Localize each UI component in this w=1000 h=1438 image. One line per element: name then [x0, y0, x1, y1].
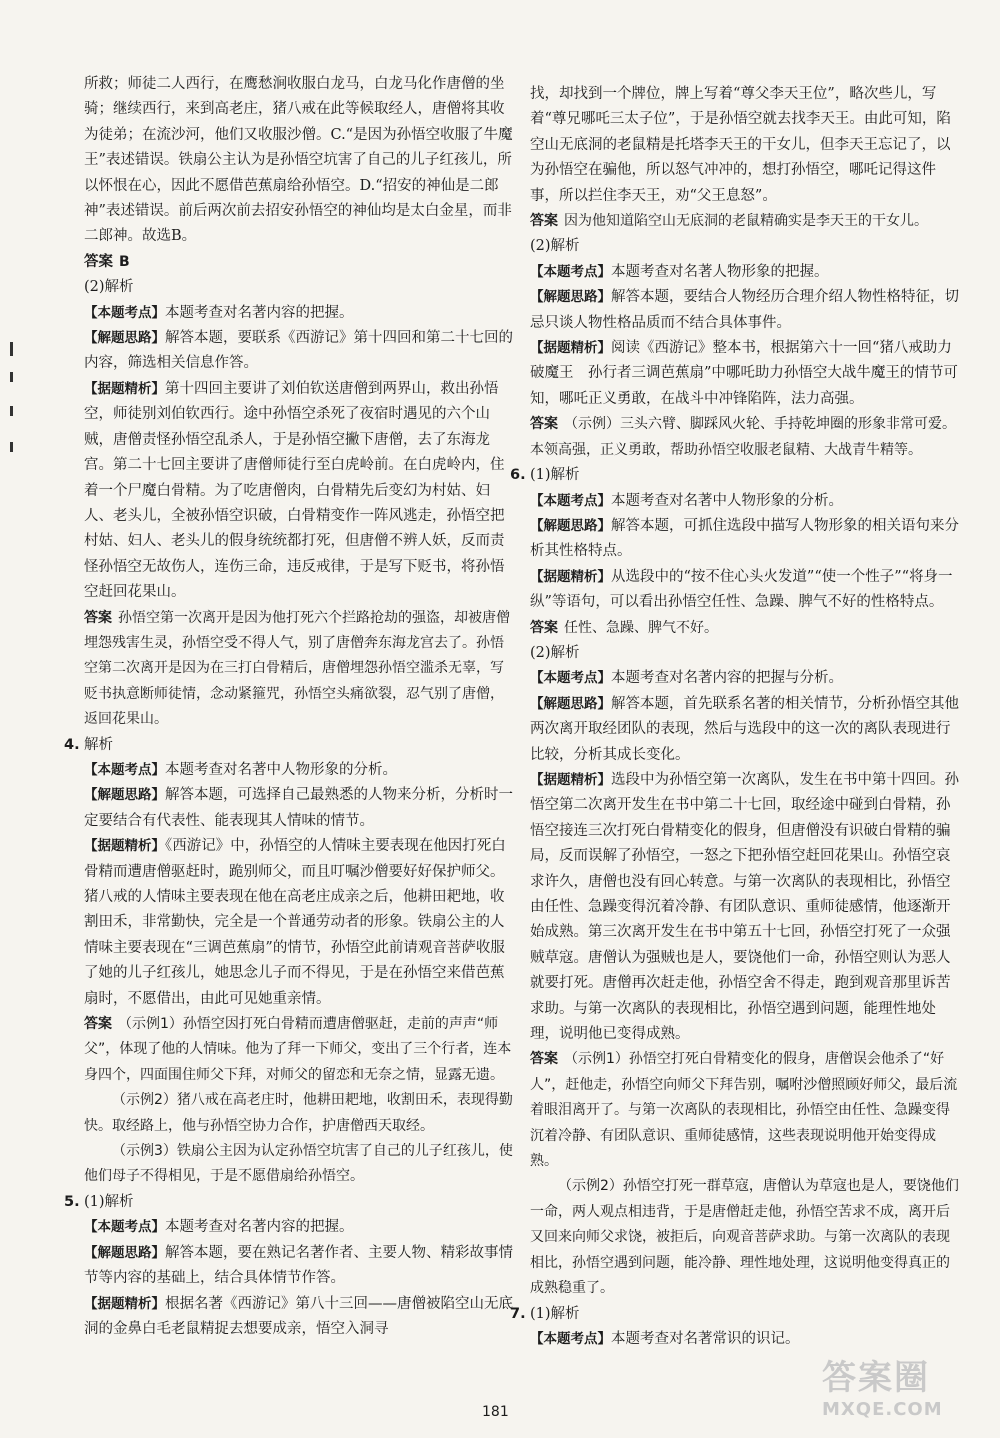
question-number: 4. [64, 736, 80, 753]
silu-line [530, 285, 962, 336]
question-number: 5. [64, 1193, 80, 1210]
answer-line [530, 1047, 962, 1174]
answer-line [84, 606, 514, 733]
kaodian-text: 本题考查对名著人物形象的把握。 [611, 263, 829, 280]
right-intro-paragraph: 找，却找到一个牌位，牌上写着“尊父李天王位”，略次些儿，写着“尊兄哪吒三太子位”，于是孙悟空就去找李天王。由此可知，陷空山无底洞的老鼠精是托塔李天王的干女儿，但李天王忘记了，以为孙悟空在骗他，所以怒气冲冲的，想打孙悟空，哪吒记得这件事，所以拦住李天王，劝“父王息怒”。 [530, 86, 951, 204]
answer-text: 因为他知道陷空山无底洞的老鼠精确实是李天王的干女儿。 [564, 213, 928, 230]
margin-scan-mark [10, 372, 13, 382]
silu-line [84, 783, 514, 834]
kaodian-text: 本题考查对名著内容的把握。 [165, 1219, 354, 1236]
kaodian-tag: 【本题考点】 [530, 492, 611, 509]
kaodian-tag: 【本题考点】 [84, 304, 165, 321]
silu-tag: 【解题思路】 [530, 695, 611, 712]
answer-label: 答案 [530, 416, 558, 433]
answer-example-2: （示例2）孙悟空打死一群草寇，唐僧认为草寇也是人，要饶他们一命，两人观点相违背，于是唐僧赶走他，孙悟空苦求不成，离开后又回来向师父求饶，被拒后，向观音菩萨求助。与第一次离队的表现相比，孙悟空遇到问题，能冷静、理性地处理，这说明他变得真正的成熟稳重了。 [530, 1178, 959, 1297]
silu-text: 解答本题，首先联系名著的相关情节，分析孙悟空其他两次离开取经团队的表现，然后与选段中的这一次的离队表现进行比较，分析其成长变化。 [530, 695, 959, 763]
kaodian-tag: 【本题考点】 [84, 761, 165, 778]
kaodian-tag: 【本题考点】 [84, 1219, 165, 1236]
jingxi-text: 选段中为孙悟空第一次离队，发生在书中第十四回。孙悟空第二次离开发生在书中第二十七回，取经途中碰到白骨精，孙悟空接连三次打死白骨精变化的假身，但唐僧没有识破白骨精的骗局，反而误解了孙悟空，一怒之下把孙悟空赶回花果山。孙悟空哀求许久，唐僧也没有回心转意。与第一次离队的表现相比，孙悟空由任性、急躁变得沉着冷静、有团队意识、重师徒感情，他逐渐开始成熟。第三次离开发生在书中第五十七回，孙悟空打死了一众强贼草寇。唐僧认为强贼也是人，要饶他们一命，孙悟空则认为恶人就要打死。唐僧再次赶走他，孙悟空舍不得走，跑到观音那里诉苦求助。与第一次离队的表现相比，孙悟空遇到问题，能理性地处理，说明他已变得成熟。 [530, 771, 959, 1043]
answer-line [530, 209, 962, 234]
section-heading: (2)解析 [84, 279, 134, 296]
section-heading: (2)解析 [530, 644, 580, 661]
silu-line [84, 1241, 514, 1292]
question-number: 6. [510, 467, 526, 484]
answer-example-3: （示例3）铁扇公主因为认定孙悟空坑害了自己的儿子红孩儿，使他们母子不得相见，于是不愿借扇给孙悟空。 [84, 1143, 513, 1185]
question-6-heading [510, 463, 962, 488]
answer-line [530, 616, 962, 641]
answer-line [530, 412, 962, 463]
right-column [510, 82, 962, 1352]
jingxi-text: 《西游记》中，孙悟空的人情味主要表现在他因打死白骨精而遭唐僧驱赶时，跪别师父，而且叮嘱沙僧要好好保护师父。猪八戒的人情味主要表现在他在高老庄成亲之后，他耕田耙地，收割田禾，非常勤快，完全是一个普通劳动者的形象。铁扇公主的人情味主要表现在“三调芭蕉扇”的情节，孙悟空此前请观音菩萨收服了她的儿子红孩儿，她思念儿子而不得见，于是在孙悟空来借芭蕉扇时，不愿借出，由此可见她重亲情。 [84, 838, 506, 1007]
silu-tag: 【解题思路】 [530, 289, 611, 306]
jingxi-text: 阅读《西游记》整本书，根据第六十一回“猪八戒助力破魔王 孙行者三调芭蕉扇”中哪吒助力孙悟空大战牛魔王的情节可知，哪吒正义勇敢，在战斗中冲锋陷阵，法力高强。 [530, 340, 958, 407]
answer-label: 答案 [530, 619, 558, 636]
kaodian-text: 本题考查对名著常识的识记。 [611, 1330, 800, 1347]
jingxi-tag: 【据题精析】 [84, 838, 165, 855]
silu-text: 解答本题，要结合人物经历合理介绍人物性格特征，切忌只谈人物性格品质而不结合具体事件。 [530, 289, 959, 331]
jingxi-tag: 【据题精析】 [530, 340, 611, 357]
kaodian-line [84, 1215, 514, 1240]
answer-line [84, 1012, 514, 1088]
question-heading-text: (1)解析 [84, 1193, 134, 1210]
silu-text: 解答本题，要联系《西游记》第十四回和第二十七回的内容，筛选相关信息作答。 [84, 330, 513, 372]
silu-tag: 【解题思路】 [84, 330, 165, 347]
answer-label: 答案 [530, 1051, 558, 1068]
jingxi-line [530, 565, 962, 616]
question-heading-text: (1)解析 [530, 1305, 580, 1322]
answer-label: 答案 [530, 213, 558, 230]
section-heading: (2)解析 [530, 238, 580, 255]
page-number: 181 [482, 1404, 509, 1420]
answer-label: 答案 [84, 1016, 112, 1033]
answer-text: （示例）三头六臂、脚踩风火轮、手持乾坤圈的形象非常可爱。本领高强，正义勇敢，帮助孙悟空收服老鼠精、大战青牛精等。 [530, 416, 956, 458]
kaodian-line [84, 758, 514, 783]
jingxi-line [530, 768, 962, 1047]
silu-text: 解答本题，可抓住选段中描写人物形象的相关语句来分析其性格特点。 [530, 517, 959, 560]
silu-line [530, 514, 962, 565]
answer-text: 孙悟空第一次离开是因为他打死六个拦路抢劫的强盗，却被唐僧埋怨残害生灵，孙悟空受不得人气，别了唐僧奔东海龙宫去了。孙悟空第二次离开是因为在三打白骨精后，唐僧埋怨孙悟空滥杀无辜，写贬书执意断师徒情，念动紧箍咒，孙悟空头痛欲裂，忍气别了唐僧，返回花果山。 [84, 609, 510, 728]
jingxi-line [530, 336, 962, 412]
kaodian-line [530, 666, 962, 691]
question-4-heading [64, 733, 514, 758]
answer-label: 答案 [84, 609, 112, 626]
jingxi-tag: 【据题精析】 [530, 771, 611, 788]
kaodian-text: 本题考查对名著中人物形象的分析。 [165, 761, 397, 778]
answer-text: （示例1）孙悟空因打死白骨精而遭唐僧驱赶，走前的声声“师父”，体现了他的人情味。他为了拜一下师父，变出了三个行者，连本身四个，四面围住师父下拜，对师父的留恋和无奈之情，显露无遗。 [84, 1016, 512, 1083]
jingxi-tag: 【据题精析】 [84, 1295, 165, 1312]
silu-text: 解答本题，可选择自己最熟悉的人物来分析，分析时一定要结合有代表性、能表现其人情味的情节。 [84, 787, 513, 829]
kaodian-line [84, 301, 514, 326]
question-7-heading [510, 1302, 962, 1327]
margin-scan-mark [10, 406, 13, 416]
question-5-heading [64, 1190, 514, 1215]
silu-tag: 【解题思路】 [530, 517, 611, 534]
watermark-url: MXQE.COM [822, 1399, 943, 1420]
kaodian-line [530, 489, 962, 514]
jingxi-tag: 【据题精析】 [84, 380, 165, 397]
silu-tag: 【解题思路】 [84, 787, 165, 804]
kaodian-text: 本题考查对名著内容的把握。 [165, 304, 354, 321]
left-column [64, 72, 514, 1342]
watermark-logo [822, 1350, 972, 1430]
margin-scan-mark [10, 342, 13, 356]
answer-text: 任性、急躁、脾气不好。 [564, 619, 718, 636]
jingxi-line [84, 1292, 514, 1343]
answer-text: （示例1）孙悟空打死白骨精变化的假身，唐僧误会他杀了“好人”，赶他走，孙悟空向师父下拜告别，嘱咐沙僧照顾好师父，最后流着眼泪离开了。与第一次离队的表现相比，孙悟空由任性、急躁变得沉着冷静、有团队意识、重师徒感情，这些表现说明他开始变得成熟。 [530, 1051, 958, 1170]
silu-line [530, 692, 962, 768]
jingxi-text: 从选段中的“按不住心头火发道”“使一个性子”“将身一纵”等语句，可以看出孙悟空任性、急躁、脾气不好的性格特点。 [530, 568, 953, 611]
kaodian-text: 本题考查对名著内容的把握与分析。 [611, 670, 843, 687]
jingxi-text: 第十四回主要讲了刘伯钦送唐僧到两界山，救出孙悟空，师徒别刘伯钦西行。途中孙悟空杀死了夜宿时遇见的六个山贼，唐僧责怪孙悟空乱杀人，于是孙悟空撇下唐僧，去了东海龙宫。第二十七回主要讲了唐僧师徒行至白虎岭前。在白虎岭内，住着一个尸魔白骨精。为了吃唐僧肉，白骨精先后变幻为村姑、妇人、老头儿，全被孙悟空识破，白骨精变作一阵风逃走，孙悟空把村姑、妇人、老头儿的假身统统都打死，但唐僧不辨人妖，反而责怪孙悟空无故伤人，连伤三命，违反戒律，于是写下贬书，将孙悟空赶回花果山。 [84, 380, 505, 601]
silu-line [84, 326, 514, 377]
jingxi-text: 根据名著《西游记》第八十三回——唐僧被陷空山无底洞的金鼻白毛老鼠精捉去想要成亲，悟空入洞寻 [84, 1295, 513, 1337]
silu-text: 解答本题，要在熟记名著作者、主要人物、精彩故事情节等内容的基础上，结合具体情节作答。 [84, 1244, 513, 1287]
question-number: 7. [510, 1305, 526, 1322]
kaodian-tag: 【本题考点】 [530, 670, 611, 687]
margin-scan-mark [10, 442, 13, 452]
jingxi-line [84, 834, 514, 1012]
jingxi-tag: 【据题精析】 [530, 568, 611, 585]
answer-label: 答案 [84, 253, 113, 270]
kaodian-tag: 【本题考点】 [530, 263, 611, 280]
left-intro-paragraph: 所救；师徒二人西行，在鹰愁涧收服白龙马，白龙马化作唐僧的坐骑；继续西行，来到高老庄，猪八戒在此等候取经人，唐僧将其收为徒弟；在流沙河，他们又收服沙僧。C.“是因为孙悟空收服了牛魔王”表述错误。铁扇公主认为是孙悟空坑害了自己的儿子红孩儿，所以怀恨在心，因此不愿借芭蕉扇给孙悟空。D.“招安的神仙是二郎神”表述错误。前后两次前去招安孙悟空的神仙均是太白金星，而非二郎神。故选B。 [84, 76, 513, 245]
kaodian-line [530, 1327, 962, 1352]
watermark-title: 答案圈 [822, 1358, 930, 1398]
answer-b-line [84, 250, 514, 275]
kaodian-text: 本题考查对名著中人物形象的分析。 [611, 492, 843, 509]
answer-value: B [119, 253, 130, 270]
answer-example-2: （示例2）猪八戒在高老庄时，他耕田耙地，收割田禾，表现得勤快。取经路上，他与孙悟空协力合作，护唐僧西天取经。 [84, 1092, 513, 1134]
question-heading-text: (1)解析 [530, 467, 580, 484]
silu-tag: 【解题思路】 [84, 1244, 165, 1261]
jingxi-line [84, 377, 514, 606]
kaodian-tag: 【本题考点】 [530, 1330, 611, 1347]
question-heading-text: 解析 [84, 736, 113, 753]
kaodian-line [530, 260, 962, 285]
